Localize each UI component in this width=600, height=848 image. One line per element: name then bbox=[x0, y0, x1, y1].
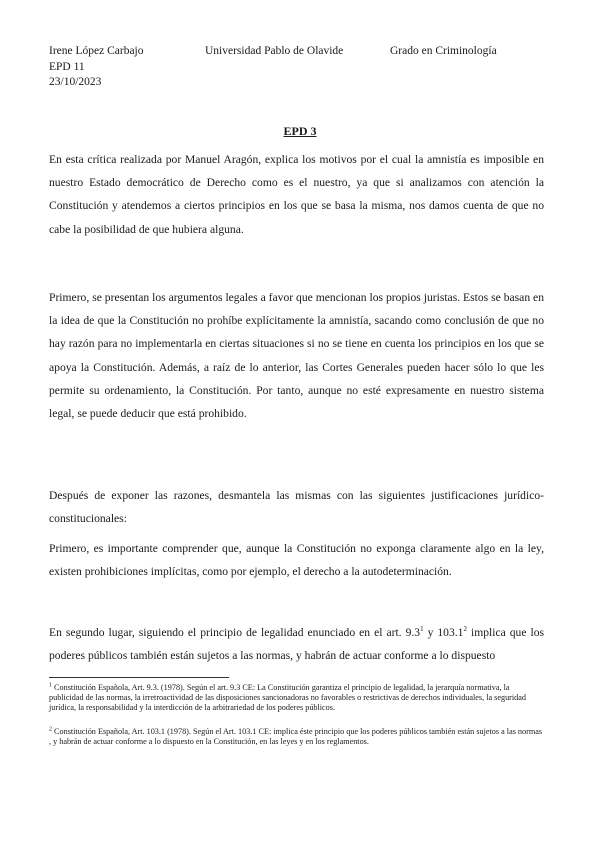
paragraph-justifications-intro: Después de exponer las razones, desmantela las mismas con las siguientes justificaciones jurídico-constitucionales: bbox=[49, 489, 544, 526]
paragraph-text: implica que los poderes públicos también están sujetos a las normas, y habrán de actuar conforme a lo dispuesto bbox=[49, 626, 545, 663]
footnote-number: 2 bbox=[49, 726, 52, 733]
document-title: EPD 3 bbox=[283, 124, 317, 138]
footnote-ref-1: 1 bbox=[420, 625, 424, 634]
paragraph-text: y 103.1 bbox=[423, 626, 464, 639]
footnote-ref-2: 2 bbox=[463, 625, 467, 634]
paragraph-text: En segundo lugar, siguiendo el principio de legalidad enunciado en el art. 9.3 bbox=[49, 626, 421, 639]
header-degree: Grado en Criminología bbox=[390, 45, 497, 57]
paragraph-arguments: Primero, se presentan los argumentos legales a favor que mencionan los propios juristas. Estos se basan en la idea de que la Constitución no prohíbe explícitamente la amnistía, sacando como conclusión de que no hay razón para no implementarla en ciertas situaciones si no se tiene en cuenta los principios en los que se apoya la Constitución. Además, a raíz de lo anterior, las Cortes Generales pueden hacer sólo lo que les permite su ordenamiento, la Constitución. Por tanto, aunque no esté expresamente en nuestro sistema legal, se puede deducir que está prohibido. bbox=[49, 291, 544, 421]
footnote-text: Constitución Española, Art. 9.3. (1978). Según el art. 9.3 CE: La Constitución garantiza el principio de legalidad, la jerarquía normativa, la publicidad de las normas, la irretroactividad de las disposiciones sancionadoras no favorables o restrictivas de derechos individuales, la seguridad jurídica, la responsabilidad y la interdicción de la arbitrariedad de los poderes públicos. bbox=[49, 683, 527, 713]
footnote-2 bbox=[49, 727, 544, 747]
header-group: EPD 11 bbox=[49, 61, 85, 73]
header-date: 23/10/2023 bbox=[49, 76, 102, 88]
footnote-number: 1 bbox=[49, 682, 52, 689]
paragraph-implicit-prohibitions: Primero, es importante comprender que, aunque la Constitución no exponga claramente algo en la ley, existen prohibiciones implícitas, como por ejemplo, el derecho a la autodeterminación. bbox=[49, 542, 544, 579]
footnote-1 bbox=[49, 683, 544, 714]
footnote-divider bbox=[49, 677, 229, 678]
header-author: Irene López Carbajo bbox=[49, 45, 144, 57]
footnote-text: Constitución Española, Art. 103.1 (1978). Según el Art. 103.1 CE: implica éste principio que los poderes públicos también están sujetos a las normas , y habrán de actuar conforme a lo dispuesto en la Constitución, en las leyes y en los reglamentos. bbox=[49, 727, 543, 747]
paragraph-intro: En esta crítica realizada por Manuel Aragón, explica los motivos por el cual la amnistía es imposible en nuestro Estado democrático de Derecho como es el nuestro, ya que si analizamos con atención la Constitución y atendemos a ciertos principios en los que se basa la misma, nos damos cuenta de que no cabe la posibilidad de que hubiera alguna. bbox=[49, 153, 544, 236]
paragraph-legality-principle bbox=[49, 621, 544, 667]
header-university: Universidad Pablo de Olavide bbox=[205, 45, 344, 57]
